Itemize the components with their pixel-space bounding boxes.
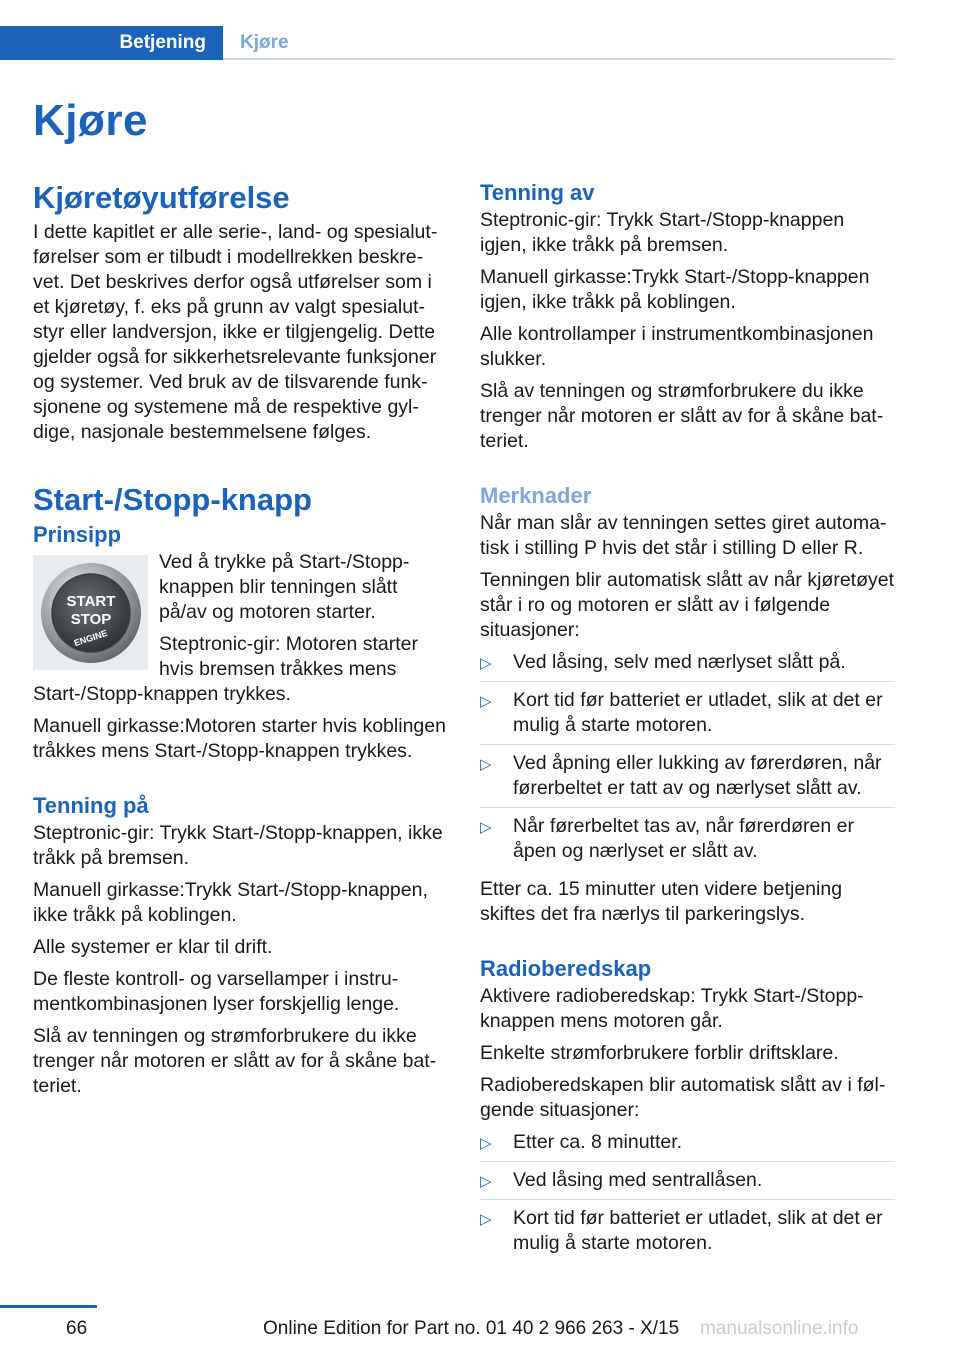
merknader-list	[480, 650, 895, 870]
start-stop-button-icon	[39, 561, 143, 665]
page-number: 66	[66, 1318, 88, 1339]
triangle-bullet-icon: ▷	[480, 819, 492, 836]
list-item: ▷ Etter ca. 8 minutter.	[480, 1130, 895, 1162]
subtitle-radioberedskap: Radioberedskap	[480, 956, 652, 981]
list-item: ▷ Ved låsing med sentrallåsen.	[480, 1168, 895, 1200]
triangle-bullet-icon: ▷	[480, 1211, 492, 1228]
list-item: ▷ Kort tid før batteriet er utladet, slik at det er mulig å starte motoren.	[480, 1207, 883, 1254]
header-tabbar	[0, 26, 895, 60]
paragraph: Steptronic-gir: Trykk Start-/Stopp-knappen, ikke tråkk på bremsen.	[33, 822, 443, 869]
subtitle-tenning-av: Tenning av	[480, 180, 595, 205]
subtitle-tenning-pa: Tenning på	[33, 793, 149, 818]
paragraph: Manuell girkasse:Trykk Start-/Stopp-knappen, ikke tråkk på koblingen.	[33, 879, 428, 926]
paragraph: Ved å trykke på Start-/Stopp-knappen blir tenningen slått på/av og motoren starter.	[159, 551, 410, 623]
footer-rule	[0, 1305, 97, 1308]
left-column	[33, 180, 448, 1106]
list-item: ▷ Kort tid før batteriet er utladet, slik at det er mulig å starte motoren.	[480, 688, 895, 745]
paragraph: Alle systemer er klar til drift.	[33, 936, 273, 958]
triangle-bullet-icon: ▷	[480, 655, 492, 672]
button-label-engine: ENGINE	[72, 627, 109, 648]
edition-text: Online Edition for Part no. 01 40 2 966 263 - X/15	[263, 1318, 680, 1339]
list-item: ▷ Ved åpning eller lukking av førerdøren, når førerbeltet er tatt av og nærlyset slått av.	[480, 751, 895, 808]
paragraph: Slå av tenningen og strømforbrukere du ikke trenger når motoren er slått av for å skåne batteriet.	[480, 380, 884, 452]
section-title-vehicle-version: Kjøretøyutførelse	[33, 180, 290, 215]
watermark: manualsonline.info	[700, 1318, 859, 1339]
paragraph: Enkelte strømforbrukere forblir driftsklare.	[480, 1042, 839, 1064]
start-stop-button-image	[33, 555, 148, 670]
paragraph: Manuell girkasse:Trykk Start-/Stopp-knappen igjen, ikke tråkk på koblingen.	[480, 266, 870, 313]
paragraph: Manuell girkasse:Motoren starter hvis koblingen tråkkes mens Start-/Stopp-knappen trykkes.	[33, 715, 446, 762]
paragraph: Når man slår av tenningen settes giret automatisk i stilling P hvis det står i stilling D eller R.	[480, 512, 887, 559]
page-title: Kjøre	[33, 96, 148, 145]
paragraph: Steptronic-gir: Motoren starter hvis bremsen tråkkes mens Start-/Stopp-knappen trykkes.	[33, 633, 419, 705]
list-item: ▷ Ved låsing, selv med nærlyset slått på.	[480, 650, 895, 682]
triangle-bullet-icon: ▷	[480, 693, 492, 710]
radio-list	[480, 1130, 895, 1262]
button-label-stop: STOP	[70, 610, 111, 628]
triangle-bullet-icon: ▷	[480, 756, 492, 773]
tab-betjening[interactable]: Betjening	[0, 26, 223, 60]
prinsipp-block	[33, 550, 448, 764]
paragraph: Steptronic-gir: Trykk Start-/Stopp-knappen igjen, ikke tråkk på bremsen.	[480, 209, 845, 256]
paragraph: De fleste kontroll- og varsellamper i instrumentkombinasjonen lyser forskjellig lenge.	[33, 968, 400, 1015]
paragraph: Tenningen blir automatisk slått av når kjøretøyet står i ro og motoren er slått av i følgende situasjoner:	[480, 569, 895, 641]
subtitle-merknader: Merknader	[480, 483, 592, 508]
tab-kjore[interactable]: Kjøre	[240, 32, 289, 53]
triangle-bullet-icon: ▷	[480, 1135, 492, 1152]
header-rule	[223, 58, 895, 60]
button-label-start: START	[66, 592, 115, 610]
paragraph: Alle kontrollamper i instrumentkombinasjonen slukker.	[480, 323, 874, 370]
right-column	[480, 180, 895, 1269]
list-item: ▷ Når førerbeltet tas av, når førerdøren er åpen og nærlyset er slått av.	[480, 815, 854, 862]
section-title-start-stop: Start-/Stopp-knapp	[33, 482, 312, 517]
paragraph: Slå av tenningen og strømforbrukere du ikke trenger når motoren er slått av for å skåne batteriet.	[33, 1025, 437, 1097]
paragraph: I dette kapitlet er alle serie-, land- og spesialutførelser som er tilbudt i modellrekken beskrevet. Det beskrives derfor også utførelser som i et kjøretøy, f. eks på grunn av valgt spesialutstyr eller landversjon, ikke er tilgjengelig. Dette gjelder også for sikkerhetsrelevante funksjoner og systemer. Ved bruk av de tilsvarende funksjonene og systemene må de respektive gyldige, nasjonale bestemmelsene følges.	[33, 221, 438, 443]
paragraph: Etter ca. 15 minutter uten videre betjening skiftes det fra nærlys til parkeringslys.	[480, 878, 843, 925]
paragraph: Aktivere radioberedskap: Trykk Start-/Stopp-knappen mens motoren går.	[480, 985, 864, 1032]
triangle-bullet-icon: ▷	[480, 1173, 492, 1190]
paragraph: Radioberedskapen blir automatisk slått av i følgende situasjoner:	[480, 1074, 886, 1121]
subtitle-prinsipp: Prinsipp	[33, 522, 122, 547]
